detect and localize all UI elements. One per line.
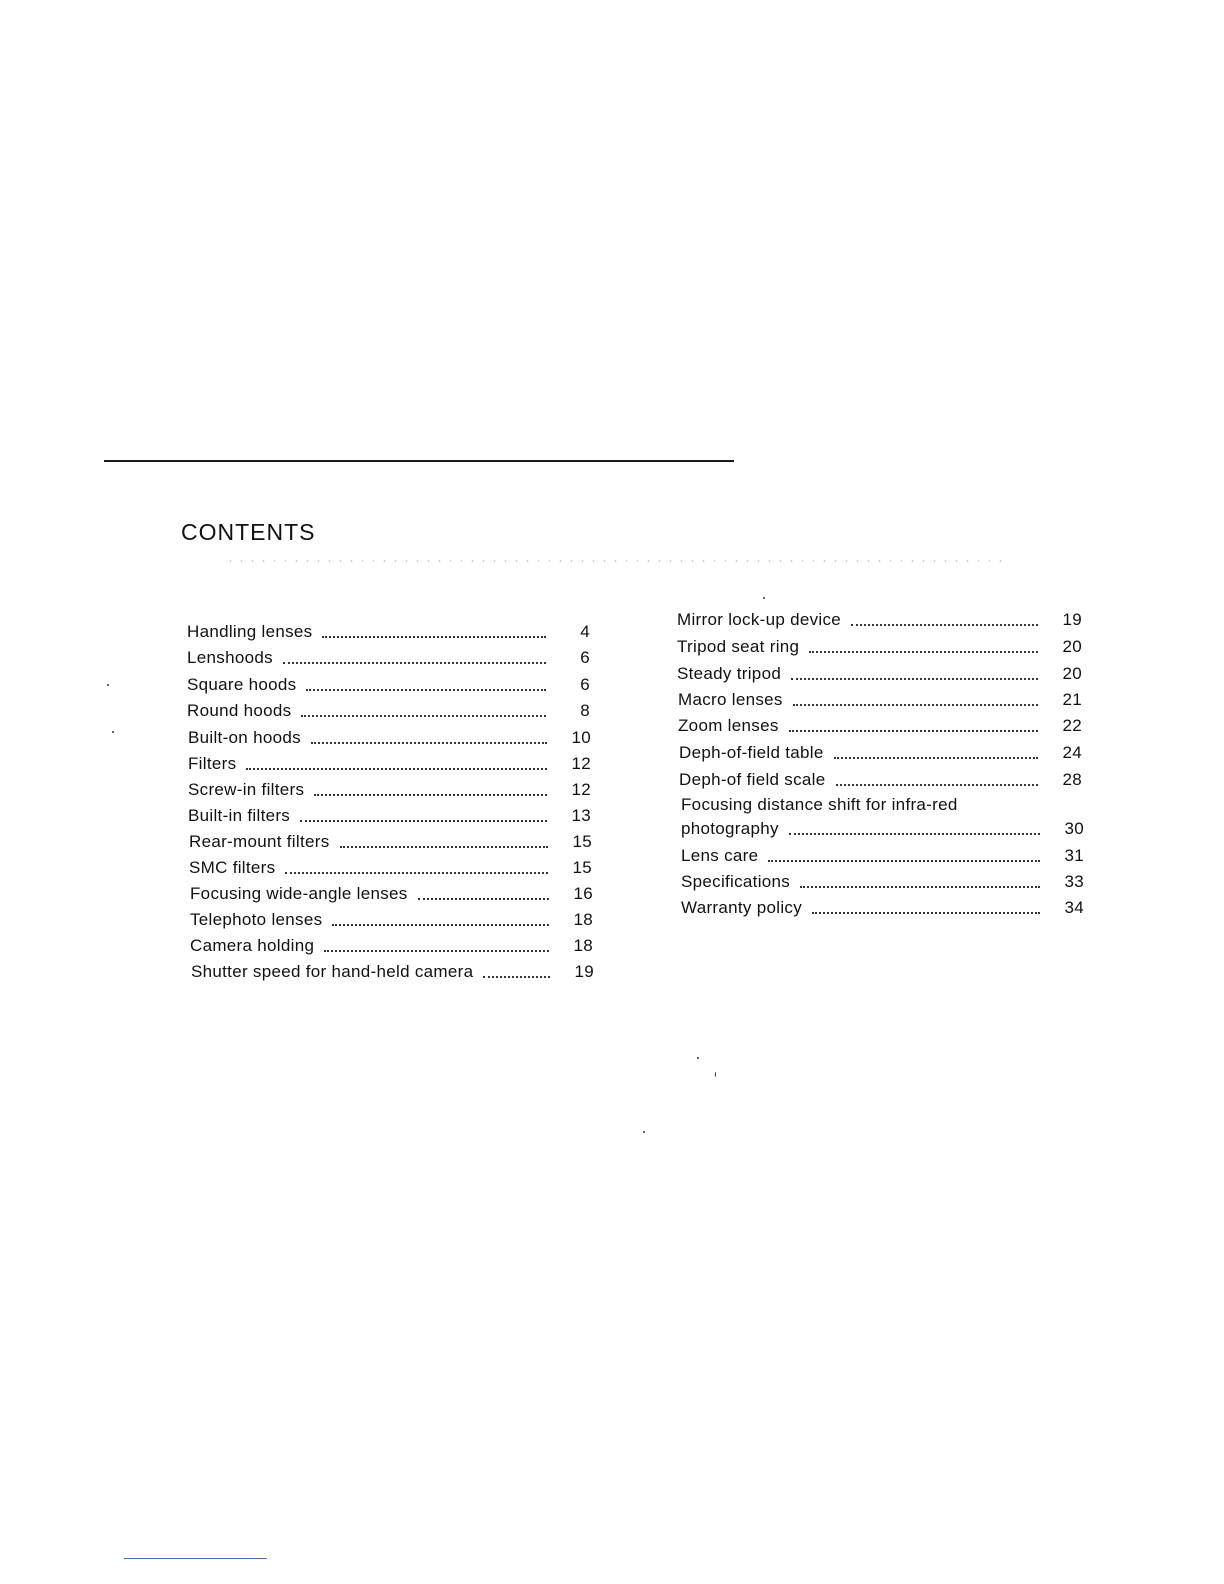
dot-leader	[836, 784, 1039, 786]
entry-title: Handling lenses	[187, 622, 313, 641]
page-number: 20	[1062, 637, 1082, 656]
page-number: 33	[1064, 872, 1084, 891]
entry-title: Mirror lock-up device	[677, 610, 842, 629]
toc-entry[interactable]	[679, 769, 1082, 791]
dot-leader	[800, 886, 1040, 888]
page-number: 18	[573, 910, 593, 929]
dot-leader	[285, 872, 548, 874]
toc-entry[interactable]	[190, 935, 593, 957]
entry-title: photography	[681, 819, 779, 838]
scan-speck	[763, 597, 765, 599]
entry-title: Steady tripod	[677, 664, 782, 683]
entry-title: Shutter speed for hand-held camera	[191, 962, 474, 981]
dot-leader	[340, 846, 549, 848]
entry-title: Lenshoods	[187, 648, 273, 667]
page-number: 19	[1062, 610, 1082, 629]
toc-entry[interactable]	[678, 715, 1082, 737]
page-number: 15	[572, 858, 592, 877]
scan-speck	[107, 684, 109, 686]
toc-entry[interactable]	[677, 663, 1082, 685]
scan-speck	[715, 1072, 716, 1077]
toc-entry[interactable]	[187, 700, 590, 722]
page-number: 31	[1064, 846, 1084, 865]
entry-title: Lens care	[681, 846, 759, 865]
dot-leader	[324, 950, 549, 952]
entry-title: Filters	[188, 754, 237, 773]
dot-leader	[789, 833, 1040, 835]
toc-entry[interactable]	[681, 845, 1084, 867]
toc-entry[interactable]	[677, 636, 1082, 658]
entry-title: Rear-mount filters	[189, 832, 330, 851]
toc-entry[interactable]	[678, 689, 1082, 711]
entry-title: Specifications	[681, 872, 791, 891]
dot-leader	[768, 860, 1040, 862]
toc-entry[interactable]	[188, 779, 591, 801]
dot-leader	[812, 912, 1040, 914]
dot-leader	[301, 715, 546, 717]
page-number: 10	[571, 728, 591, 747]
page-number: 13	[571, 806, 591, 825]
toc-entry[interactable]	[188, 805, 591, 827]
entry-title: Macro lenses	[678, 690, 783, 709]
dot-leader	[834, 757, 1038, 759]
page-number: 6	[580, 648, 590, 667]
entry-title: Zoom lenses	[678, 716, 779, 735]
toc-entry[interactable]	[681, 897, 1084, 919]
faint-dotted-line	[225, 560, 1005, 562]
contents-heading: CONTENTS	[181, 519, 316, 545]
dot-leader	[322, 636, 546, 638]
dot-leader	[332, 924, 549, 926]
dot-leader	[793, 704, 1038, 706]
dot-leader	[851, 624, 1038, 626]
page-number: 20	[1062, 664, 1082, 683]
page-number: 28	[1062, 770, 1082, 789]
page-number: 21	[1062, 690, 1082, 709]
entry-title: Warranty policy	[681, 898, 803, 917]
page-number: 8	[580, 701, 590, 720]
entry-title: Telephoto lenses	[190, 910, 323, 929]
toc-entry[interactable]	[190, 909, 593, 931]
toc-entry[interactable]	[190, 883, 593, 905]
entry-title: Deph-of-field table	[679, 743, 824, 762]
page-number: 30	[1064, 819, 1084, 838]
scan-speck	[112, 731, 114, 733]
entry-title: Focusing wide-angle lenses	[190, 884, 408, 903]
scan-speck	[697, 1057, 699, 1059]
page-number: 6	[580, 675, 590, 694]
entry-title-line: Focusing distance shift for infra-red	[681, 795, 958, 814]
toc-entry[interactable]	[681, 871, 1084, 893]
dot-leader	[300, 820, 547, 822]
page-number: 19	[574, 962, 594, 981]
dot-leader	[314, 794, 547, 796]
entry-title: Tripod seat ring	[677, 637, 800, 656]
entry-title: Screw-in filters	[188, 780, 305, 799]
dot-leader	[483, 976, 550, 978]
entry-title: Camera holding	[190, 936, 315, 955]
toc-entry[interactable]	[187, 647, 590, 669]
entry-title: Built-on hoods	[188, 728, 301, 747]
dot-leader	[791, 678, 1038, 680]
top-divider-rule	[104, 460, 734, 462]
dot-leader	[246, 768, 547, 770]
toc-entry[interactable]	[187, 621, 590, 643]
entry-title: SMC filters	[189, 858, 276, 877]
toc-entry[interactable]	[187, 674, 590, 696]
entry-title: Built-in filters	[188, 806, 291, 825]
dot-leader	[306, 689, 546, 691]
page-number: 12	[571, 754, 591, 773]
toc-entry[interactable]	[681, 795, 1084, 840]
dot-leader	[283, 662, 546, 664]
entry-title: Square hoods	[187, 675, 297, 694]
dot-leader	[809, 651, 1038, 653]
entry-title: Deph-of field scale	[679, 770, 826, 789]
dot-leader	[311, 742, 547, 744]
toc-entry[interactable]	[191, 961, 594, 983]
toc-entry[interactable]	[679, 742, 1082, 764]
toc-entry[interactable]	[188, 753, 591, 775]
page-number: 24	[1062, 743, 1082, 762]
page-number: 4	[580, 622, 590, 641]
entry-title: Round hoods	[187, 701, 292, 720]
page-number: 16	[573, 884, 593, 903]
toc-entry[interactable]	[677, 609, 1082, 631]
page-number: 34	[1064, 898, 1084, 917]
toc-entry[interactable]	[189, 857, 592, 879]
dot-leader	[418, 898, 549, 900]
toc-entry[interactable]	[189, 831, 592, 853]
page-number: 22	[1062, 716, 1082, 735]
page-number: 15	[572, 832, 592, 851]
bottom-edge-line	[124, 1558, 267, 1559]
page-number: 12	[571, 780, 591, 799]
page-number: 18	[573, 936, 593, 955]
dot-leader	[789, 730, 1038, 732]
scan-speck	[643, 1131, 645, 1133]
toc-entry[interactable]	[188, 727, 591, 749]
